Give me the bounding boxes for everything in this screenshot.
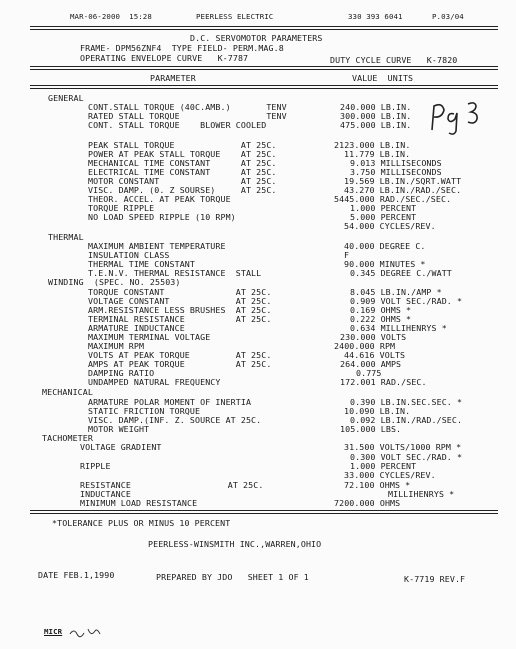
section-winding: WINDING (SPEC. NO. 25503) <box>48 277 181 287</box>
param-label: CONT. STALL TORQUE BLOWER COOLED <box>88 120 267 130</box>
fax-company: PEERLESS ELECTRIC <box>196 12 274 21</box>
param-label: VOLTAGE GRADIENT <box>80 442 162 452</box>
param-label: CONT.STALL TORQUE (40C.AMB.) TENV <box>88 102 287 112</box>
param-value: 0.909 VOLT SEC./RAD. * <box>350 296 463 306</box>
fax-page: P.03/04 <box>432 12 464 21</box>
param-value: 7200.000 OHMS <box>334 498 401 508</box>
param-label: RIPPLE <box>80 461 111 471</box>
param-label: NO LOAD SPEED RIPPLE (10 RPM) <box>88 212 236 222</box>
col-parameter: PARAMETER <box>150 73 196 83</box>
param-label: VOLTS AT PEAK TORQUE AT 25C. <box>88 350 272 360</box>
param-label: TORQUE RIPPLE <box>88 203 155 213</box>
frame-line: FRAME- DPM56ZNF4 TYPE FIELD- PERM.MAG.8 <box>80 43 284 53</box>
param-label: ELECTRICAL TIME CONSTANT AT 25C. <box>88 167 277 177</box>
param-label: ARM.RESISTANCE LESS BRUSHES AT 25C. <box>88 305 272 315</box>
doc-title: D.C. SERVOMOTOR PARAMETERS <box>190 33 323 43</box>
param-label: MAXIMUM AMBIENT TEMPERATURE <box>88 241 226 251</box>
param-value: 2123.000 LB.IN. <box>334 140 411 150</box>
param-value: 0.300 VOLT SEC./RAD. * <box>350 452 463 462</box>
param-value: 2400.000 RPM <box>334 341 396 351</box>
param-label: DAMPING RATIO <box>88 368 155 378</box>
param-label: ARMATURE INDUCTANCE <box>88 323 185 333</box>
top-rule <box>30 26 498 30</box>
param-value: 33.000 CYCLES/REV. <box>344 470 436 480</box>
param-value: F <box>344 250 350 260</box>
param-label: VOLTAGE CONSTANT AT 25C. <box>88 296 272 306</box>
param-value: 105.000 LBS. <box>340 424 402 434</box>
param-value: 11.779 LB.IN. <box>344 149 411 159</box>
param-value: 230.000 VOLTS <box>340 332 407 342</box>
param-value: 90.000 MINUTES * <box>344 259 426 269</box>
param-value: 9.013 MILLISECONDS <box>350 158 442 168</box>
param-label: RATED STALL TORQUE TENV <box>88 111 287 121</box>
param-label: MECHANICAL TIME CONSTANT AT 25C. <box>88 158 277 168</box>
prepared-by: PREPARED BY JDO SHEET 1 OF 1 <box>156 572 309 582</box>
doc-date: DATE FEB.1,1990 <box>38 570 115 580</box>
column-rule <box>30 85 498 89</box>
param-value: 0.222 OHMS * <box>350 314 412 324</box>
section-mechanical: MECHANICAL <box>42 387 93 397</box>
param-label: STATIC FRICTION TORQUE <box>88 406 201 416</box>
param-value: 8.045 LB.IN./AMP * <box>350 287 442 297</box>
param-value: 0.775 <box>356 368 382 378</box>
param-value: 5445.000 RAD./SEC./SEC. <box>334 194 452 204</box>
param-value: 1.000 PERCENT <box>350 461 417 471</box>
handwritten-page-note <box>428 100 488 136</box>
param-value: 54.000 CYCLES/REV. <box>344 221 436 231</box>
section-tachometer: TACHOMETER <box>42 433 93 443</box>
bottom-rule <box>30 510 498 514</box>
param-value: 240.000 LB.IN. <box>340 102 412 112</box>
param-value: MILLIHENRYS * <box>388 489 455 499</box>
param-label: INDUCTANCE <box>80 489 131 499</box>
param-label: MINIMUM LOAD RESISTANCE <box>80 498 198 508</box>
param-value: 40.000 DEGREE C. <box>344 241 426 251</box>
param-value: 0.345 DEGREE C./WATT <box>350 268 452 278</box>
param-label: TERMINAL RESISTANCE AT 25C. <box>88 314 272 324</box>
param-label: THERMAL TIME CONSTANT <box>88 259 195 269</box>
param-value: 43.270 LB.IN./RAD./SEC. <box>344 185 462 195</box>
param-value: 300.000 LB.IN. <box>340 111 412 121</box>
param-label: MAXIMUM RPM <box>88 341 145 351</box>
param-value: 44.616 VOLTS <box>344 350 406 360</box>
param-label: PEAK STALL TORQUE AT 25C. <box>88 140 277 150</box>
micro-stamp: MICR <box>44 627 63 636</box>
param-value: 0.169 OHMS * <box>350 305 412 315</box>
revision: K-7719 REV.F <box>404 574 466 584</box>
param-value: 0.634 MILLIHENRYS * <box>350 323 447 333</box>
param-label: VISC. DAMP. (0. Z SOURSE) AT 25C. <box>88 185 277 195</box>
param-value: 1.000 PERCENT <box>350 203 417 213</box>
param-value: 31.500 VOLTS/1000 RPM * <box>344 442 462 452</box>
param-label: INSULATION CLASS <box>88 250 170 260</box>
fax-date-time: MAR-06-2000 15:28 <box>70 12 152 21</box>
curve-line: OPERATING ENVELOPE CURVE K-7787 <box>80 53 249 63</box>
param-value: 0.092 LB.IN./RAD./SEC. <box>350 415 463 425</box>
param-label: MOTOR WEIGHT <box>88 424 150 434</box>
param-label: UNDAMPED NATURAL FREQUENCY <box>88 377 221 387</box>
param-label: MOTOR CONSTANT AT 25C. <box>88 176 277 186</box>
param-label: TORQUE CONSTANT AT 25C. <box>88 287 272 297</box>
param-value: 5.000 PERCENT <box>350 212 417 222</box>
param-value: 264.000 AMPS <box>340 359 402 369</box>
stamp-scribble <box>68 626 108 638</box>
param-label: THEOR. ACCEL. AT PEAK TORQUE <box>88 194 231 204</box>
param-label: T.E.N.V. THERMAL RESISTANCE STALL <box>88 268 262 278</box>
param-label: MAXIMUM TERMINAL VOLTAGE <box>88 332 211 342</box>
section-general: GENERAL <box>48 93 84 103</box>
section-thermal: THERMAL <box>48 232 84 242</box>
param-label: VISC. DAMP.(INF. Z. SOURCE AT 25C. <box>88 415 262 425</box>
param-value: 72.100 OHMS * <box>344 480 411 490</box>
param-label: POWER AT PEAK STALL TORQUE AT 25C. <box>88 149 277 159</box>
header-rule <box>30 66 498 70</box>
param-value: 0.390 LB.IN.SEC.SEC. * <box>350 397 463 407</box>
param-label: ARMATURE POLAR MOMENT OF INERTIA <box>88 397 252 407</box>
duty-line: DUTY CYCLE CURVE K-7820 <box>330 55 458 65</box>
tolerance-note: *TOLERANCE PLUS OR MINUS 10 PERCENT <box>52 518 231 528</box>
param-value: 475.000 LB.IN. <box>340 120 412 130</box>
param-label: RESISTANCE AT 25C. <box>80 480 264 490</box>
param-value: 3.750 MILLISECONDS <box>350 167 442 177</box>
col-value-units: VALUE UNITS <box>352 73 414 83</box>
company-footer: PEERLESS-WINSMITH INC.,WARREN,OHIO <box>148 539 322 549</box>
param-label: AMPS AT PEAK TORQUE AT 25C. <box>88 359 272 369</box>
param-value: 172.001 RAD./SEC. <box>340 377 427 387</box>
fax-phone: 330 393 6041 <box>348 12 403 21</box>
param-value: 10.090 LB.IN. <box>344 406 411 416</box>
param-value: 19.569 LB.IN./SQRT.WATT <box>344 176 462 186</box>
